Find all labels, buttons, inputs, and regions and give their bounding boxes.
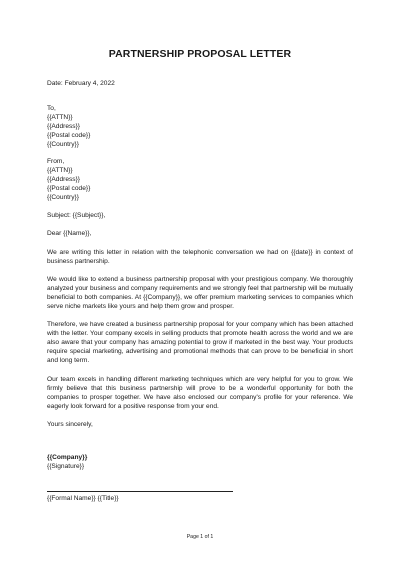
body-paragraph-2: We would like to extend a business partnership proposal with your prestigious company. We thoroughly analyzed your business and company requirements and we strongly feel that partnership will be mutually beneficial to both companies. At {{Company}}, we offer premium marketing services to companies which serve niche markets like yours and help them grow and prosper.	[47, 276, 353, 310]
letter-title: PARTNERSHIP PROPOSAL LETTER	[108, 48, 292, 60]
signature-placeholder: {{Signature}}	[47, 463, 85, 470]
body-paragraph-1: We are writing this letter in relation with the telephonic conversation we had on {{date}} in context of business partnership.	[47, 249, 353, 265]
to-label: To,	[47, 105, 56, 112]
date-line: Date: February 4, 2022	[47, 80, 115, 87]
from-label: From,	[47, 158, 65, 165]
signature-line	[47, 491, 233, 492]
salutation: Dear {{Name}},	[47, 230, 92, 237]
to-country: {{Country}}	[47, 141, 79, 148]
formal-name-title: {{Formal Name}} {{Title}}	[47, 495, 119, 502]
from-postal-code: {{Postal code}}	[47, 185, 91, 192]
page-footer: Page 1 of 1	[186, 534, 214, 540]
from-attn: {{ATTN}}	[47, 167, 73, 174]
signature-company: {{Company}}	[47, 454, 88, 461]
to-address: {{Address}}	[47, 123, 80, 130]
subject-line: Subject: {{Subject}},	[47, 212, 106, 219]
from-address: {{Address}}	[47, 176, 80, 183]
to-attn: {{ATTN}}	[47, 114, 73, 121]
closing: Yours sincerely,	[47, 421, 93, 428]
to-postal-code: {{Postal code}}	[47, 132, 91, 139]
body-paragraph-3: Therefore, we have created a business partnership proposal for your company which has been attached with the letter. Your company excels in selling products that promote health across the world and we are also aware that your company has amazing potential to grow if marketed in the best way. Your products require special marketing, advertising and promotional methods that can prove to be beneficial in short and long term.	[47, 321, 353, 364]
body-paragraph-4: Our team excels in handling different marketing techniques which are very helpful for you to grow. We firmly believe that this business partnership will prove to be a wonderful opportunity for both the companies to prosper together. We have also enclosed our company's profile for your reference. We eagerly look forward for a positive response from your end.	[47, 376, 353, 410]
from-country: {{Country}}	[47, 194, 79, 201]
